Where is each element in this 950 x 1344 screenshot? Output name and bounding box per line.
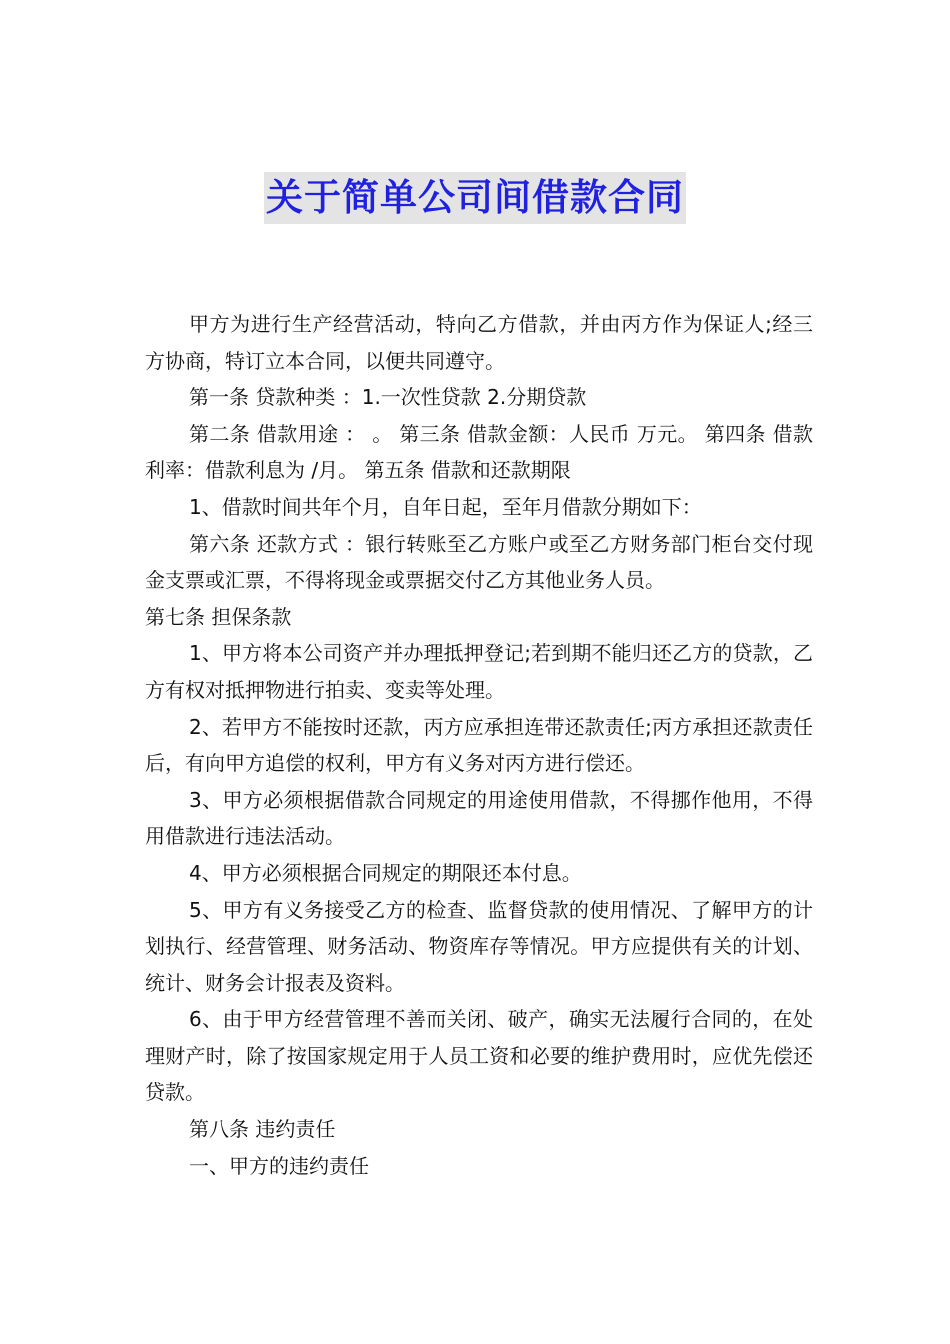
paragraph: 第六条 还款方式 ：银行转账至乙方账户或至乙方财务部门柜台交付现金支票或汇票，不得将现金或票据交付乙方其他业务人员。 bbox=[145, 531, 813, 593]
paragraph: 甲方为进行生产经营活动，特向乙方借款，并由丙方作为保证人;经三方协商，特订立本合同，以便共同遵守。 bbox=[145, 312, 813, 373]
paragraph: 第二条 借款用途 ： 。 第三条 借款金额：人民币 万元。 第四条 借款利率：借款利息为 /月。 第五条 借款和还款期限 bbox=[145, 421, 813, 483]
document-title: 关于简单公司间借款合同 bbox=[264, 172, 686, 224]
paragraph: 1、借款时间共年个月，自年日起，至年月借款分期如下： bbox=[189, 494, 702, 519]
title-container bbox=[0, 172, 950, 224]
paragraph: 第一条 贷款种类 ：1.一次性贷款 2.分期贷款 bbox=[189, 385, 587, 410]
paragraph: 5、甲方有义务接受乙方的检查、监督贷款的使用情况、了解甲方的计划执行、经营管理、财务活动、物资库存等情况。甲方应提供有关的计划、统计、财务会计报表及资料。 bbox=[145, 897, 813, 995]
document-body bbox=[145, 306, 813, 1184]
paragraph: 2、若甲方不能按时还款，丙方应承担连带还款责任;丙方承担还款责任后，有向甲方追偿的权利，甲方有义务对丙方进行偿还。 bbox=[145, 714, 813, 776]
paragraph: 3、甲方必须根据借款合同规定的用途使用借款，不得挪作他用，不得用借款进行违法活动。 bbox=[145, 787, 813, 849]
paragraph: 一、甲方的违约责任 bbox=[189, 1153, 369, 1178]
paragraph: 第七条 担保条款 bbox=[145, 604, 292, 629]
paragraph: 4、甲方必须根据合同规定的期限还本付息。 bbox=[189, 860, 582, 885]
paragraph: 1、甲方将本公司资产并办理抵押登记;若到期不能归还乙方的贷款，乙方有权对抵押物进行拍卖、变卖等处理。 bbox=[145, 641, 813, 702]
paragraph: 第八条 违约责任 bbox=[189, 1117, 336, 1142]
paragraph: 6、由于甲方经营管理不善而关闭、破产，确实无法履行合同的，在处理财产时，除了按国家规定用于人员工资和必要的维护费用时，应优先偿还贷款。 bbox=[145, 1007, 813, 1105]
